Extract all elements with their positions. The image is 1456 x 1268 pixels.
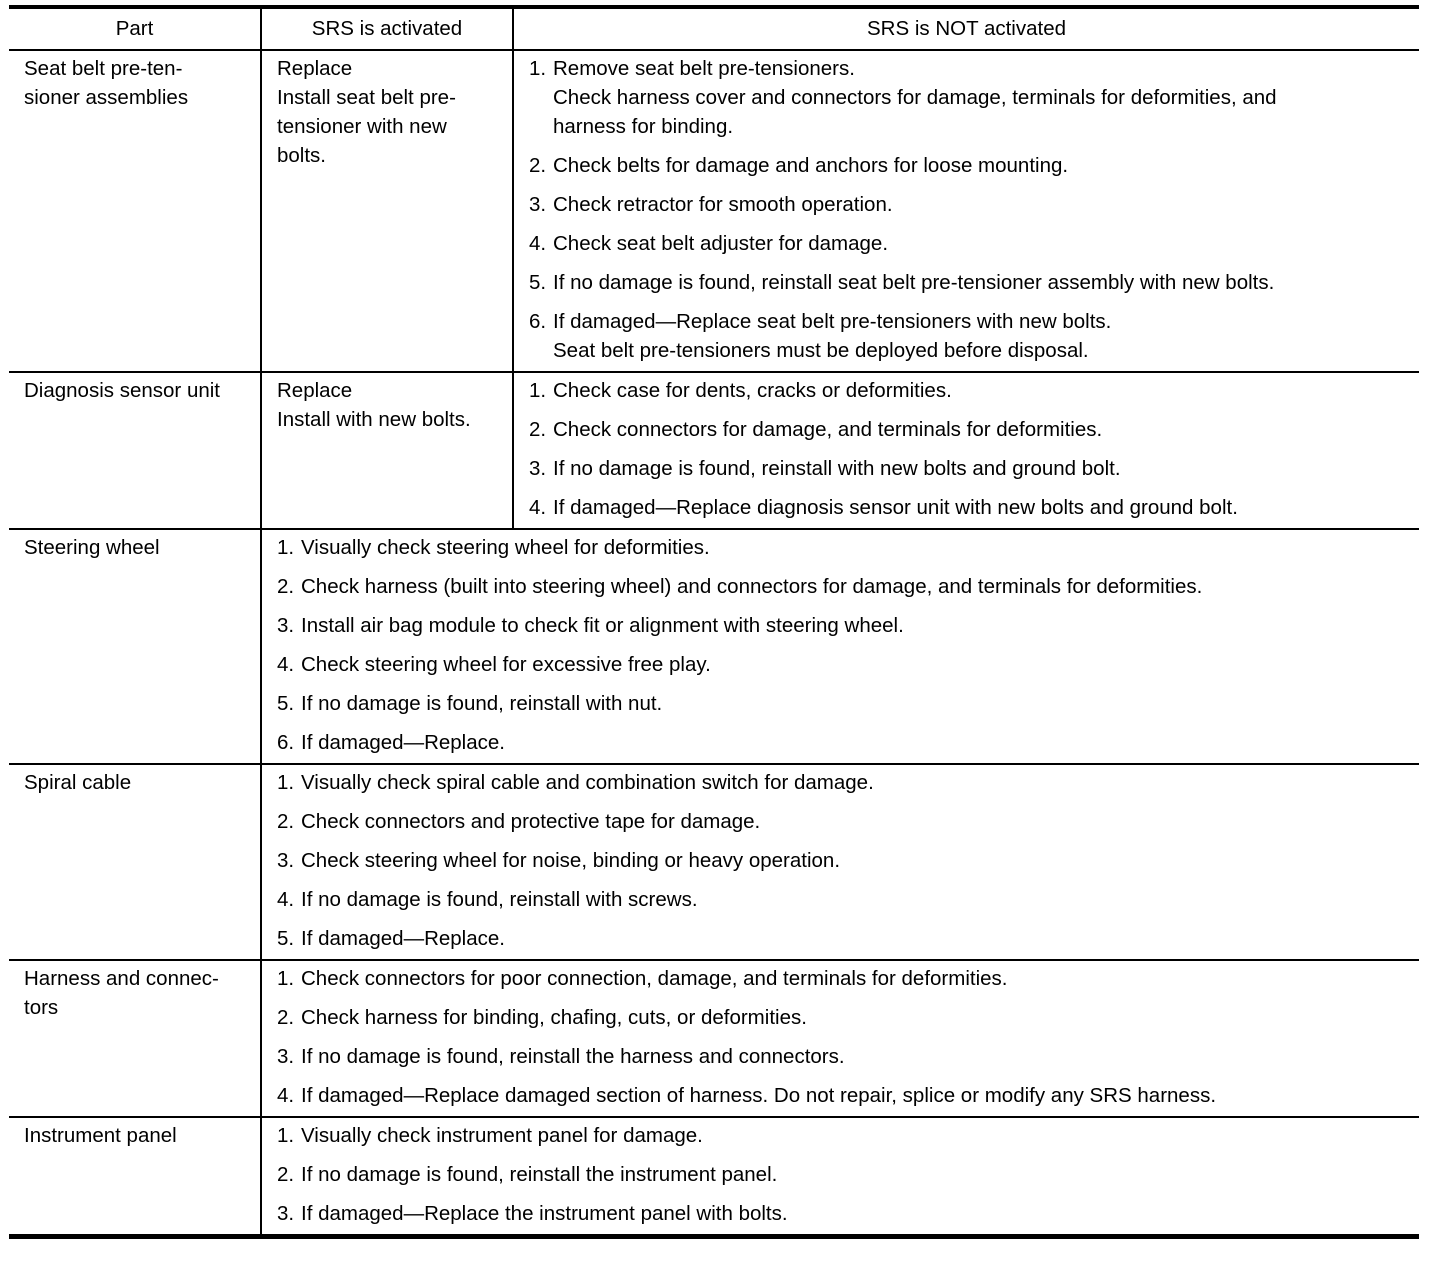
header-row [9,7,1419,50]
steps-list [529,376,1409,522]
step-item [277,1003,1409,1032]
step-text: Install air bag module to check fit or alignment with steering wheel. [301,614,904,637]
steps-cell [261,764,1419,960]
step-number: 3. [529,193,547,216]
step-text: If no damage is found, reinstall the instrument panel. [301,1163,778,1186]
step-item [277,1042,1409,1071]
step-text: If damaged—Replace diagnosis sensor unit with new bolts and ground bolt. [553,496,1238,519]
step-item [529,151,1409,180]
step-text: If no damage is found, reinstall the harness and connectors. [301,1045,845,1068]
step-text: If damaged—Replace the instrument panel with bolts. [301,1202,788,1225]
part-cell [9,1117,261,1237]
step-text: Check harness for binding, chafing, cuts, or deformities. [301,1006,807,1029]
step-number: 1. [529,379,547,402]
step-item [277,885,1409,914]
step-number: 2. [529,418,547,441]
step-item [277,1121,1409,1150]
step-text: Check steering wheel for noise, binding or heavy operation. [301,849,841,872]
step-text: Check seat belt adjuster for damage. [553,232,889,255]
step-item [277,964,1409,993]
step-item [529,229,1409,258]
steps-list [277,768,1409,953]
step-text: If no damage is found, reinstall with nut. [301,692,663,715]
srs-inspection-table [9,5,1419,1239]
step-text: Visually check spiral cable and combination switch for damage. [301,771,874,794]
table-header [9,7,1419,50]
part-name: Harness and connec- tors [24,967,219,1019]
step-item [277,533,1409,562]
step-number: 3. [277,849,295,872]
step-text: Check connectors and protective tape for damage. [301,810,761,833]
table-row [9,50,1419,372]
steps-cell [261,960,1419,1117]
steps-list [529,54,1409,365]
step-number: 2. [277,1006,295,1029]
step-item [529,54,1409,141]
part-cell [9,50,261,372]
table-row [9,529,1419,764]
step-text: Check retractor for smooth operation. [553,193,893,216]
part-name: Diagnosis sensor unit [24,379,220,402]
step-item [277,924,1409,953]
activated-action: Replace Install seat belt pre- tensioner with new bolts. [277,57,456,167]
steps-cell [261,1117,1419,1237]
step-text: If no damage is found, reinstall with screws. [301,888,698,911]
step-number: 3. [277,1202,295,1225]
step-number: 4. [529,496,547,519]
step-item [529,454,1409,483]
step-number: 1. [277,967,295,990]
step-item [277,768,1409,797]
step-item [277,572,1409,601]
step-number: 4. [277,653,295,676]
step-text: If damaged—Replace. [301,927,505,950]
step-number: 4. [277,1084,295,1107]
part-name: Spiral cable [24,771,132,794]
part-name: Seat belt pre-ten- sioner assemblies [24,57,189,109]
table-row [9,960,1419,1117]
step-text: If damaged—Replace damaged section of harness. Do not repair, splice or modify any SRS harness. [301,1084,1217,1107]
activated-cell [261,50,513,372]
step-number: 5. [277,692,295,715]
step-item [529,190,1409,219]
part-cell [9,529,261,764]
part-cell [9,960,261,1117]
header-srs-not-activated: SRS is NOT activated [513,7,1419,50]
header-srs-activated: SRS is activated [261,7,513,50]
step-text: Check case for dents, cracks or deformities. [553,379,952,402]
step-text: Visually check instrument panel for damage. [301,1124,703,1147]
step-number: 3. [277,614,295,637]
step-number: 2. [277,575,295,598]
part-name: Instrument panel [24,1124,177,1147]
step-item [277,1160,1409,1189]
step-text: Remove seat belt pre-tensioners. Check harness cover and connectors for damage, terminals for deformities, and harness for binding. [553,57,1277,138]
step-number: 2. [277,810,295,833]
part-cell [9,372,261,529]
step-text: If damaged—Replace. [301,731,505,754]
step-text: If no damage is found, reinstall seat belt pre-tensioner assembly with new bolts. [553,271,1275,294]
step-item [529,493,1409,522]
step-number: 2. [277,1163,295,1186]
steps-list [277,964,1409,1110]
steps-list [277,533,1409,757]
activated-cell [261,372,513,529]
step-item [277,611,1409,640]
step-text: Check belts for damage and anchors for loose mounting. [553,154,1069,177]
part-name: Steering wheel [24,536,160,559]
step-text: If damaged—Replace seat belt pre-tensioners with new bolts. Seat belt pre-tensioners must be deployed before disposal. [553,310,1112,362]
step-number: 4. [529,232,547,255]
activated-action: Replace Install with new bolts. [277,379,471,431]
step-text: Check connectors for poor connection, damage, and terminals for deformities. [301,967,1008,990]
steps-cell [513,372,1419,529]
step-item [529,268,1409,297]
step-text: If no damage is found, reinstall with new bolts and ground bolt. [553,457,1121,480]
step-text: Check steering wheel for excessive free play. [301,653,711,676]
step-number: 4. [277,888,295,911]
step-item [277,1199,1409,1228]
step-item [277,807,1409,836]
step-number: 2. [529,154,547,177]
step-item [529,307,1409,365]
step-number: 5. [277,927,295,950]
steps-cell [513,50,1419,372]
step-item [529,415,1409,444]
part-cell [9,764,261,960]
steps-cell [261,529,1419,764]
table-body [9,50,1419,1237]
step-number: 1. [277,1124,295,1147]
step-number: 6. [277,731,295,754]
step-text: Visually check steering wheel for deformities. [301,536,710,559]
step-item [277,689,1409,718]
step-number: 3. [277,1045,295,1068]
steps-list [277,1121,1409,1228]
step-text: Check harness (built into steering wheel) and connectors for damage, and terminals for deformities. [301,575,1203,598]
step-item [277,650,1409,679]
table-row [9,764,1419,960]
header-part: Part [9,7,261,50]
table-row [9,1117,1419,1237]
step-item [277,1081,1409,1110]
step-number: 1. [277,771,295,794]
step-number: 5. [529,271,547,294]
step-item [529,376,1409,405]
step-item [277,846,1409,875]
step-number: 3. [529,457,547,480]
step-text: Check connectors for damage, and terminals for deformities. [553,418,1103,441]
step-item [277,728,1409,757]
step-number: 1. [277,536,295,559]
step-number: 1. [529,57,547,80]
table-row [9,372,1419,529]
step-number: 6. [529,310,547,333]
